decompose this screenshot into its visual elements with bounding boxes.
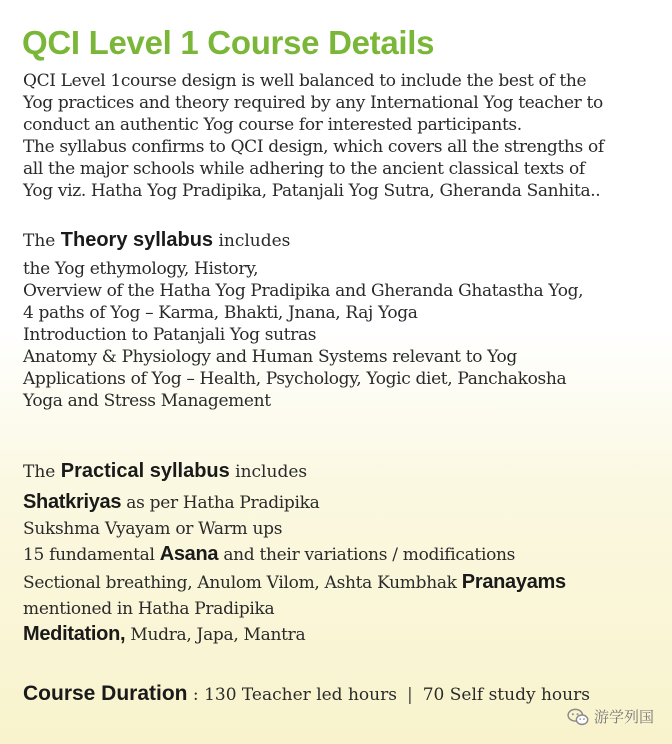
watermark: [567, 706, 654, 727]
asana-strong: Asana: [159, 543, 219, 565]
intro-line: The syllabus confirms to QCI design, which covers all the strengths of: [23, 137, 604, 157]
asana-pre: 15 fundamental: [23, 545, 160, 565]
wechat-icon: [567, 708, 589, 726]
practical-heading: [23, 460, 566, 483]
theory-heading: [23, 229, 583, 252]
duration-teacher-led: 130 Teacher led hours: [204, 685, 397, 705]
shatkriyas-strong: Shatkriyas: [23, 491, 122, 513]
theory-section: [23, 229, 583, 412]
course-duration: [23, 682, 590, 706]
theory-heading-prefix: The: [23, 231, 61, 251]
theory-item: Yoga and Stress Management: [23, 391, 271, 411]
pranayam-pre: Sectional breathing, Anulom Vilom, Ashta Kumbhak: [23, 573, 462, 593]
meditation-rest: Mudra, Japa, Mantra: [125, 625, 306, 645]
practical-item-mentioned: mentioned in Hatha Pradipika: [23, 599, 275, 619]
intro-line: all the major schools while adhering to the ancient classical texts of: [23, 159, 585, 179]
practical-item-asana: [23, 541, 566, 569]
page-title: QCI Level 1 Course Details: [22, 24, 435, 61]
practical-item-shatkriyas: [23, 489, 566, 517]
pranayam-strong: Pranayams: [461, 571, 566, 593]
duration-colon: :: [187, 685, 205, 705]
duration-self-study: 70 Self study hours: [422, 685, 590, 705]
theory-item: the Yog ethymology, History,: [23, 259, 259, 279]
practical-heading-strong: Practical syllabus: [60, 460, 230, 482]
theory-item: Anatomy & Physiology and Human Systems relevant to Yog: [23, 347, 517, 367]
practical-item-meditation: [23, 621, 566, 649]
intro-line: Yog viz. Hatha Yog Pradipika, Patanjali Yog Sutra, Gheranda Sanhita..: [23, 181, 601, 201]
watermark-text: 游学列国: [593, 708, 654, 726]
theory-item: 4 paths of Yog – Karma, Bhakti, Jnana, Raj Yoga: [23, 303, 418, 323]
meditation-strong: Meditation,: [23, 623, 126, 645]
practical-section: [23, 460, 566, 649]
theory-heading-strong: Theory syllabus: [60, 229, 214, 251]
practical-heading-suffix: includes: [229, 462, 308, 482]
intro-line: conduct an authentic Yog course for interested participants.: [23, 115, 522, 135]
theory-item: Applications of Yog – Health, Psychology, Yogic diet, Panchakosha: [23, 369, 567, 389]
theory-item: Overview of the Hatha Yog Pradipika and Gheranda Ghatastha Yog,: [23, 281, 584, 301]
practical-item-sukshma: Sukshma Vyayam or Warm ups: [23, 519, 283, 539]
practical-heading-prefix: The: [23, 462, 61, 482]
shatkriyas-rest: as per Hatha Pradipika: [121, 493, 320, 513]
asana-rest: and their variations / modifications: [218, 545, 516, 565]
intro-paragraph: [23, 70, 663, 202]
theory-heading-suffix: includes: [213, 231, 291, 251]
duration-label: Course Duration: [23, 682, 188, 705]
intro-line: Yog practices and theory required by any International Yog teacher to: [23, 93, 603, 113]
theory-item: Introduction to Patanjali Yog sutras: [23, 325, 317, 345]
practical-item-pranayam: [23, 569, 566, 597]
intro-line: QCI Level 1course design is well balanced to include the best of the: [23, 71, 587, 91]
duration-separator: |: [406, 685, 413, 705]
